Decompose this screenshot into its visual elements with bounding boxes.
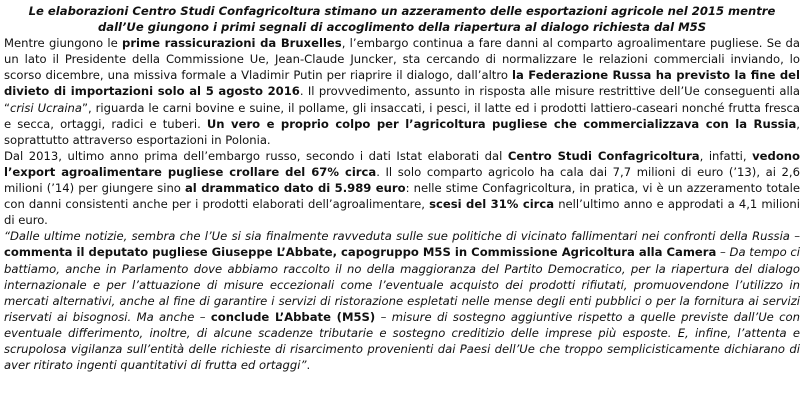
bold-span: prime rassicurazioni da Bruxelles xyxy=(122,36,342,51)
bold-span: vedono l’export agroalimentare pugliese crollare del 67% circa xyxy=(4,148,800,179)
text-span: . Il provvedimento, assunto in risposta alle misure restrittive dell’Ue conseguenti alla “ xyxy=(4,84,800,115)
text-span: , soprattutto attraverso esportazioni in Polonia. xyxy=(4,116,800,147)
paragraph-2 xyxy=(4,148,800,228)
italic-span: crisi Ucraina xyxy=(10,100,82,115)
text-span: nell’ultimo anno e approdati a 4,1 milioni di euro. xyxy=(4,197,800,228)
text-span: Dal 2013, ultimo anno prima dell’embargo russo, secondo i dati Istat elaborati dal xyxy=(4,148,508,163)
article-subtitle: Le elaborazioni Centro Studi Confagricoltura stimano un azzeramento delle esportazioni agricole nel 2015 mentre dall’Ue giungono i primi segnali di accoglimento della riapertura al dialogo richiesta dal M5S xyxy=(28,4,776,35)
bold-span: Un vero e proprio colpo per l’agricoltura pugliese che commercializzava con la Russia xyxy=(206,116,797,131)
bold-span: la Federazione Russa ha previsto la fine del divieto di importazioni solo al 5 agosto 2016 xyxy=(4,68,800,99)
text-span: ”, riguarda le carni bovine e suine, il pollame, gli insaccati, i pesci, il latte ed i prodotti lattiero-caseari nonché frutta fresca e secca, ortaggi, radici e tuberi. xyxy=(4,100,800,131)
text-span: . xyxy=(306,358,311,373)
text-span: . Il solo comparto agricolo ha cala dai 7,7 milioni di euro (’13), ai 2,6 milioni (’14) per giungere sino xyxy=(4,164,800,196)
bold-span: Centro Studi Confagricoltura xyxy=(507,148,700,163)
text-span: , l’embargo continua a fare danni al comparto agroalimentare pugliese. Se da un lato il Presidente della Commissione Ue, Jean-Claude Juncker, sta cercando di normalizzare le relazioni commerciali inviando, lo scorso dicembre, una missiva formale a Vladimir Putin per riaprire il dialogo, dall’altro xyxy=(4,36,800,83)
text-span: , infatti, xyxy=(699,148,753,163)
text-span: Mentre giungono le xyxy=(4,36,123,51)
text-span: : nelle stime Confagricoltura, in pratica, vi è un azzeramento totale con danni consistenti anche per i prodotti elaborati dell’agroalimentare, xyxy=(4,181,800,212)
paragraph-1 xyxy=(4,35,800,148)
italic-span: “Dalle ultime notizie, sembra che l’Ue si sia finalmente ravveduta sulle sue politiche di vicinato fallimentari nei confronti della Russia – xyxy=(4,229,800,244)
paragraph-3-quote xyxy=(4,228,800,373)
italic-span: – misure di sostegno aggiuntive rispetto a quelle previste dall’Ue con eventuale differimento, inoltre, di alcune scadenze tributarie e sostegno creditizio delle imprese più esposte. E, infine, l’attenta e scrupolosa vigilanza sull’entità delle richieste di risarcimento provenienti dai Paesi dell’Ue che troppo semplicisticamente dichiarano di aver ritirato ingenti quantitativi di frutta ed ortaggi” xyxy=(4,309,801,373)
bold-span: al drammatico dato di 5.989 euro xyxy=(184,181,406,196)
italic-span: – Da tempo ci battiamo, anche in Parlamento dove abbiamo raccolto il no della maggioranza del Partito Democratico, per la riapertura del dialogo internazionale e per l’attuazione di misure eccezionali come l’eventuale acquisto dei prodotti rifiutati, promuovendone l’utilizzo in mercati alternativi, anche al fine di garantire i servizi di ristorazione espletati nelle mense degli enti pubblici o per la fornitura ai servizi riservati ai bisognosi. Ma anche – xyxy=(4,245,800,324)
bold-span: commenta il deputato pugliese Giuseppe L’Abbate, capogruppo M5S in Commissione Agricoltura alla Camera xyxy=(4,245,717,260)
bold-span: scesi del 31% circa xyxy=(429,197,555,212)
bold-span: conclude L’Abbate (M5S) xyxy=(210,309,376,324)
